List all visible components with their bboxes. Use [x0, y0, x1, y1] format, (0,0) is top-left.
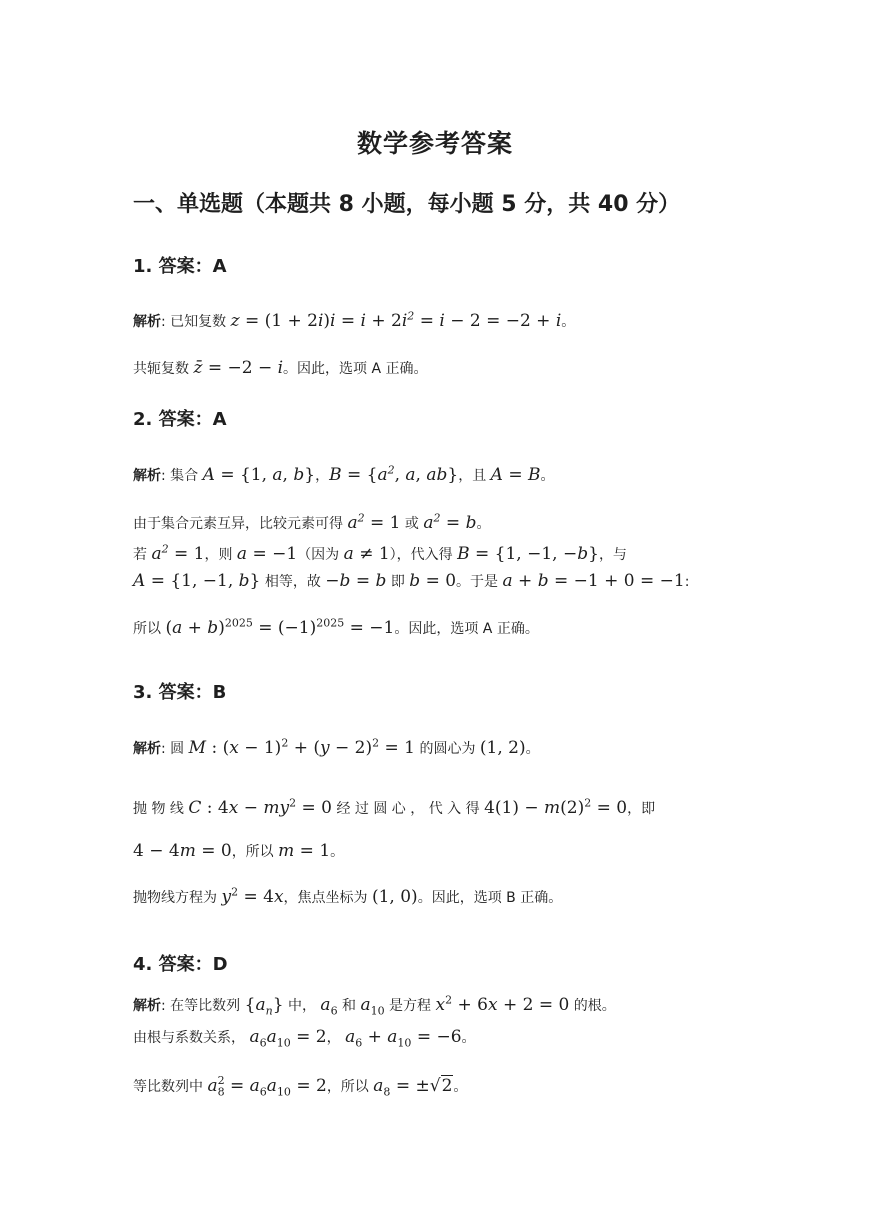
q3-analysis-line2: 抛 物 线 C : $4x - my^2 = 0$ 经 过 圆 心 ， 代 入 得 $4(1) - m(2)^2 = 0$，即 [133, 796, 656, 818]
q2-analysis-line2: 由于集合元素互异，比较元素可得 $a^2 = 1$ 或 $a^2 = b$。 [133, 511, 491, 533]
q1-analysis-line1: 解析: 已知复数 $z = (1 + 2i)i = i + 2i^2 = i - 2 = -2 + i$。 [133, 309, 576, 331]
analysis-label: 解析 [133, 998, 161, 1014]
page-title: 数学参考答案 [356, 129, 513, 158]
math-formula: $z = (1 + 2i)i = i + 2i^2 = i - 2 = -2 + i$ [230, 309, 562, 331]
q2-analysis-line1: 解析: 集合 A = {1, a, b}，$B = \{a^2$, a, ab}，且 A = B。 [133, 463, 555, 485]
q3-answer-heading: 3. 答案：B [133, 682, 227, 703]
q2-analysis-line4: A = {1, −1, b} 相等，故 −b = b 即 b = 0。于是 a + b = −1 + 0 = −1: [133, 571, 690, 591]
q1-analysis-line2: 共轭复数 z̄ = −2 − i。因此，选项 A 正确。 [133, 358, 428, 378]
q1-answer-heading: 1. 答案：A [133, 256, 227, 277]
q3-analysis-line3: 4 − 4m = 0，所以 m = 1。 [133, 841, 345, 861]
q4-analysis-line2: 由根与系数关系， $a_6a_{10} = 2$， $a_6 + a_{10} = -6$。 [133, 1027, 476, 1050]
analysis-label: 解析 [133, 741, 161, 757]
analysis-label: 解析 [133, 468, 161, 484]
q2-analysis-line5: 所以 $(a + b)^{2025} = (-1)^{2025} = -1$。因此，选项 A 正确。 [133, 616, 539, 638]
section-heading: 一、单选题（本题共 8 小题，每小题 5 分，共 40 分） [133, 192, 681, 217]
q4-answer-heading: 4. 答案：D [133, 954, 228, 975]
math-formula: z̄ = −2 − i [193, 358, 284, 378]
analysis-label: 解析 [133, 314, 161, 330]
q4-analysis-line1: 解析: 在等比数列 $\{a_n\}$ 中， $a_6$ 和 $a_{10}$ 是方程 $x^2 + 6x + 2 = 0$ 的根。 [133, 993, 616, 1018]
q2-answer-heading: 2. 答案：A [133, 409, 227, 430]
q4-analysis-line3: 等比数列中 $a_8^2 = a_6a_{10} = 2$，所以 $a_8 = \pm√2$。 [133, 1074, 468, 1099]
q2-analysis-line3: 若 $a^2 = 1$，则 a = −1（因为 a ≠ 1），代入得 B = {1, −1, −b}，与 [133, 542, 627, 564]
q3-analysis-line4: 抛物线方程为 $y^2 = 4x$，焦点坐标为 (1, 0)。因此，选项 B 正确。 [133, 885, 563, 907]
q3-analysis-line1: 解析: 圆 M : $(x - 1)^2 + (y - 2)^2 = 1$ 的圆心为 (1, 2)。 [133, 736, 540, 758]
